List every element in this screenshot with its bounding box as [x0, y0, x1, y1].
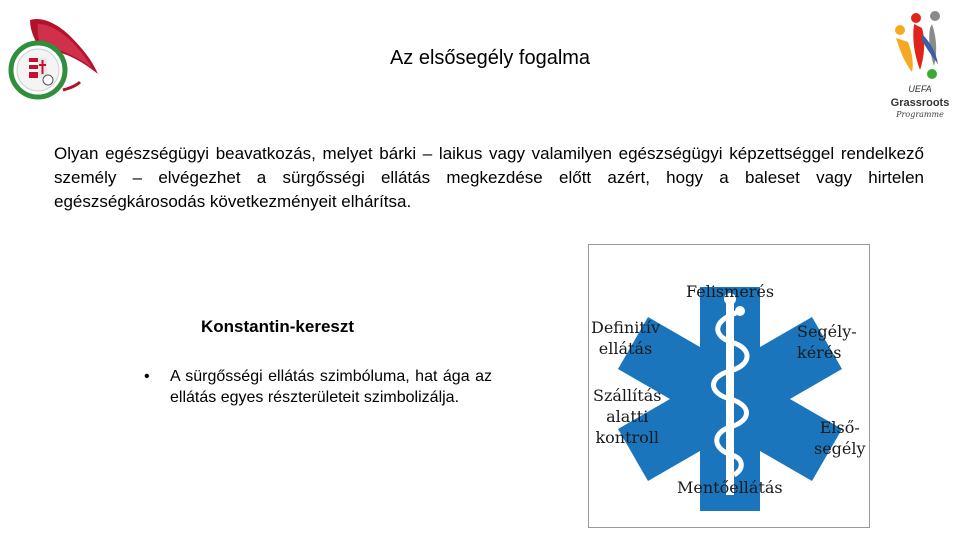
label-segelykeres: Segély- kérés [797, 322, 857, 362]
list-item [144, 366, 492, 408]
bullet-icon: • [144, 368, 150, 385]
bullet-text: A sürgősségi ellátás szimbóluma, hat ága az ellátás egyes részterületeit szimbolizálja. [170, 368, 492, 406]
label-definitiv: Definitív ellátás [591, 318, 660, 358]
label-elsosegely: Első- segély [814, 418, 866, 458]
grassroots-text: Grassroots [890, 97, 950, 109]
label-felismeres: Felismerés [686, 282, 775, 301]
bullet-list [144, 366, 492, 408]
definition-paragraph: Olyan egészségügyi beavatkozás, melyet bárki – laikus vagy valamilyen egészségügyi képzettséggel rendelkező személy – elvégezhet a sürgősségi ellátás megkezdése előtt azért, hogy a baleset vagy hirtelen egészségkárosodás következményeit elhárítsa. [54, 144, 924, 211]
programme-text: Programme [896, 110, 944, 119]
slide-title: Az elsősegély fogalma [389, 47, 591, 69]
uefa-text: UEFA [908, 84, 932, 94]
label-mentoellatas: Mentőellátás [677, 478, 783, 497]
label-szallitas: Szállítás alatti kontroll [593, 386, 662, 447]
cross-heading: Konstantin-kereszt [201, 317, 355, 336]
star-of-life-figure [588, 244, 870, 528]
